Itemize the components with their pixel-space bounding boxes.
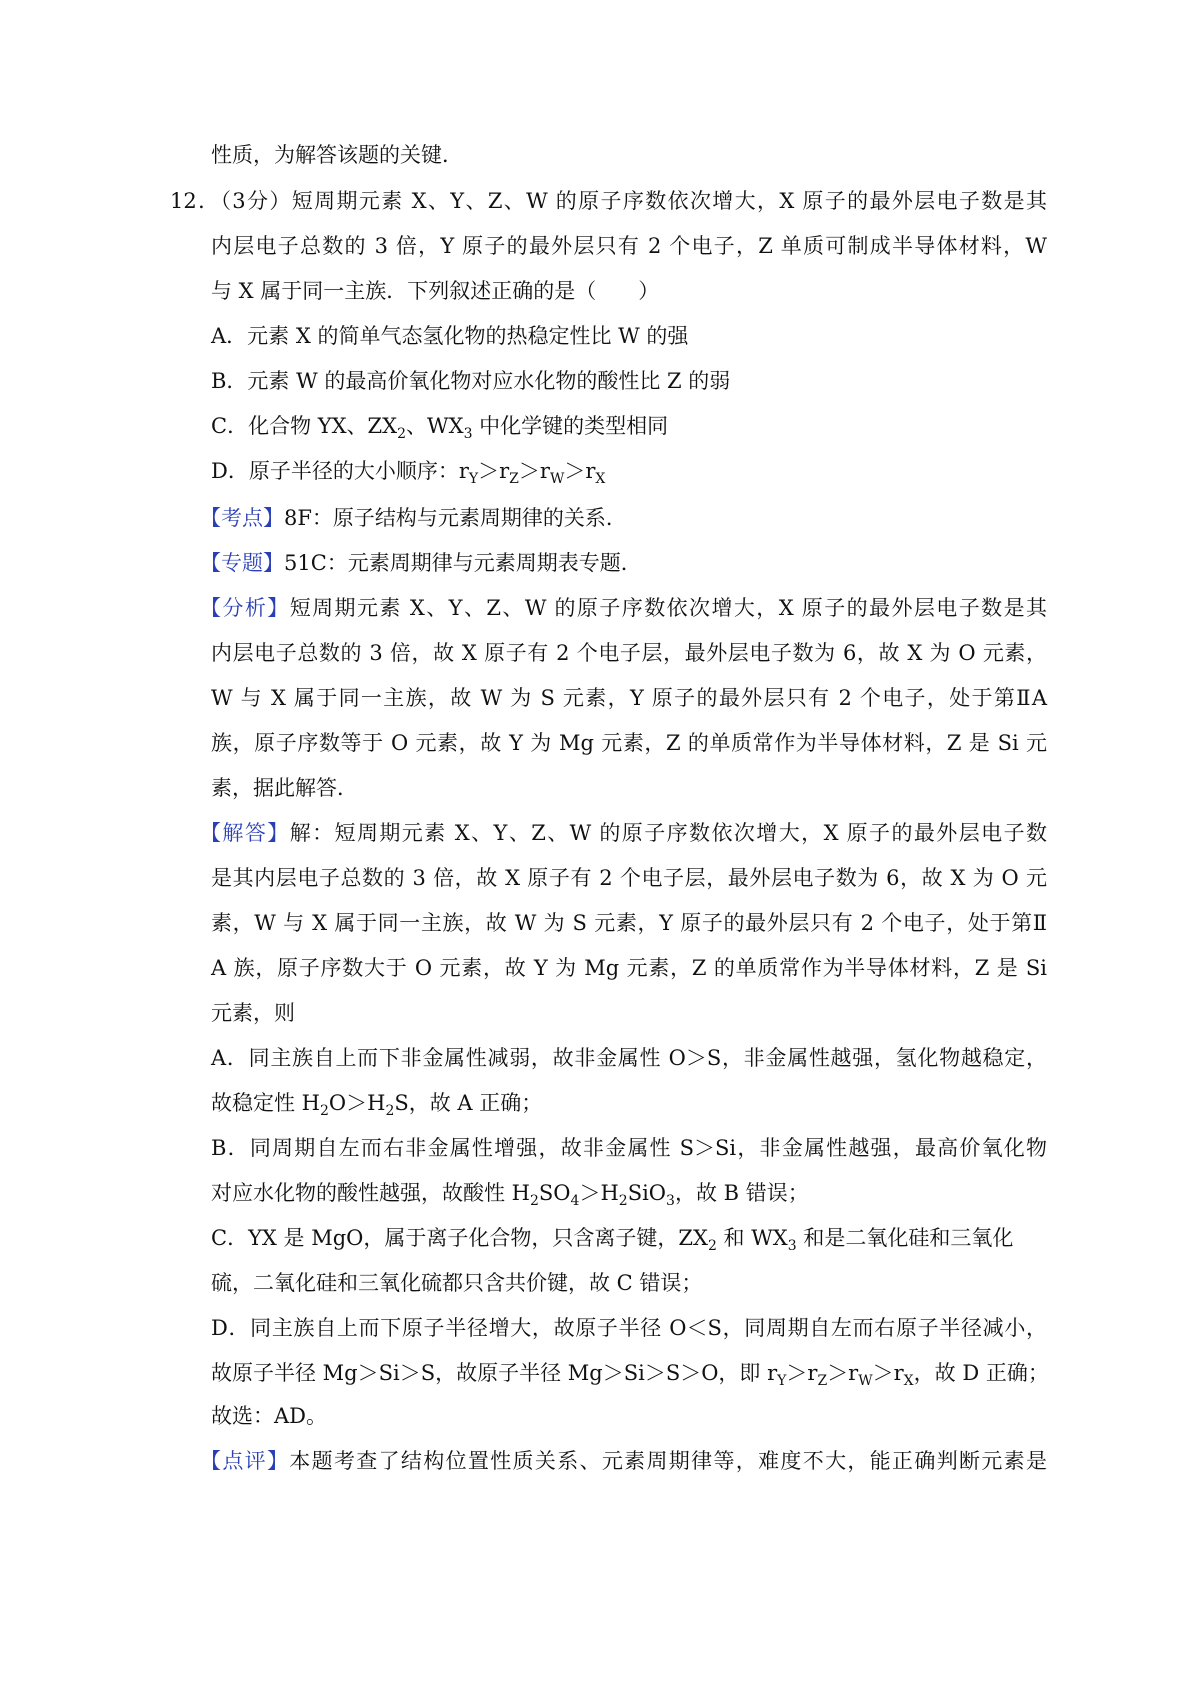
text: ＞r	[564, 459, 596, 483]
jieda-line-2: 是其内层电子总数的 3 倍，故 X 原子有 2 个电子层，最外层电子数为 6，故 X 为 O 元	[211, 866, 1047, 890]
jieda-c-line-2: 硫，二氧化硅和三氧化硫都只含共价键，故 C 错误；	[211, 1271, 703, 1295]
subscript: Y	[468, 471, 479, 487]
subscript: 3	[463, 426, 473, 442]
text: ，故 B 错误；	[674, 1181, 809, 1205]
fenxi-line-1	[200, 593, 1047, 623]
jieda-line-4: A 族，原子序数大于 O 元素，故 Y 为 Mg 元素，Z 的单质常作为半导体材料，Z 是 Si	[211, 956, 1047, 980]
dianping-text: 本题考查了结构位置性质关系、元素周期律等，难度不大，能正确判断元素是	[289, 1449, 1047, 1473]
zhuanti-line	[200, 548, 642, 578]
jieda-a-line-2	[211, 1088, 542, 1118]
kaodian-tag: 【考点】	[200, 506, 284, 530]
text: 故原子半径 Mg＞Si＞S，故原子半径 Mg＞Si＞S＞O，即 r	[211, 1361, 778, 1385]
subscript: 2	[530, 1193, 539, 1209]
fenxi-line-3: W 与 X 属于同一主族，故 W 为 S 元素，Y 原子的最外层只有 2 个电子，处于第ⅡA	[211, 686, 1047, 710]
text: 短周期元素 X、Y、Z、W 的原子序数依次增大，X 原子的最外层电子数是其	[289, 596, 1047, 620]
text: SiO	[627, 1181, 667, 1205]
subscript: X	[903, 1373, 914, 1389]
text: 解：短周期元素 X、Y、Z、W 的原子序数依次增大，X 原子的最外层电子数	[289, 821, 1047, 845]
subscript: X	[595, 471, 606, 487]
question-number: 12．（3分）	[170, 189, 292, 213]
text: 和 WX	[716, 1226, 788, 1250]
text: C．化合物 YX、ZX	[211, 414, 398, 438]
jieda-c-line-1	[211, 1223, 1013, 1253]
text: ＞r	[827, 1361, 859, 1385]
jieda-line-1	[200, 818, 1047, 848]
jieda-d-line-2	[211, 1358, 1049, 1388]
text: 对应水化物的酸性越强，故酸性 H	[211, 1181, 530, 1205]
subscript: 4	[570, 1193, 580, 1209]
subscript: 2	[707, 1238, 717, 1254]
jieda-line-5: 元素，则	[211, 1001, 295, 1025]
subscript: 2	[397, 426, 407, 442]
text: ＞r	[518, 459, 550, 483]
text: SO	[538, 1181, 571, 1205]
fenxi-line-5: 素，据此解答．	[211, 776, 358, 800]
text: ＞H	[579, 1181, 619, 1205]
subscript: Z	[509, 471, 519, 487]
jieda-a-line-1: A．同主族自上而下非金属性减弱，故非金属性 O＞S，非金属性越强，氢化物越稳定，	[211, 1046, 1047, 1070]
subscript: 3	[666, 1193, 675, 1209]
subscript: Y	[777, 1373, 787, 1389]
subscript: W	[549, 471, 565, 487]
subscript: 2	[320, 1103, 329, 1119]
option-a: A．元素 X 的简单气态氢化物的热稳定性比 W 的强	[211, 324, 689, 348]
option-b: B．元素 W 的最高价氧化物对应水化物的酸性比 Z 的弱	[211, 369, 731, 393]
subscript: Z	[817, 1373, 828, 1389]
text: ＞r	[872, 1361, 904, 1385]
question-stem-line-3: 与 X 属于同一主族．下列叙述正确的是（ ）	[211, 279, 660, 303]
text: D．原子半径的大小顺序：r	[211, 459, 469, 483]
option-d	[211, 456, 605, 486]
kaodian-text: 8F：原子结构与元素周期律的关系．	[284, 506, 627, 530]
text: 、WX	[406, 414, 464, 438]
stem-text: 短周期元素 X、Y、Z、W 的原子序数依次增大，X 原子的最外层电子数是其	[291, 189, 1047, 213]
text: 中化学键的类型相同	[472, 414, 669, 438]
text: 和是二氧化硅和三氧化	[796, 1226, 1014, 1250]
fenxi-line-4: 族，原子序数等于 O 元素，故 Y 为 Mg 元素，Z 的单质常作为半导体材料，Z 是 Si 元	[211, 731, 1047, 755]
jieda-tag: 【解答】	[200, 821, 290, 845]
jieda-line-3: 素，W 与 X 属于同一主族，故 W 为 S 元素，Y 原子的最外层只有 2 个电子，处于第Ⅱ	[211, 911, 1047, 935]
text: C．YX 是 MgO，属于离子化合物，只含离子键，ZX	[211, 1226, 708, 1250]
question-stem-line-2: 内层电子总数的 3 倍，Y 原子的最外层只有 2 个电子，Z 单质可制成半导体材料，W	[211, 234, 1047, 258]
text: ＞r	[786, 1361, 818, 1385]
dianping-tag: 【点评】	[200, 1449, 290, 1473]
jieda-b-line-2	[211, 1178, 809, 1208]
dianping-line	[200, 1446, 1047, 1476]
text: 故稳定性 H	[211, 1091, 320, 1115]
jieda-choice: 故选：AD。	[211, 1404, 328, 1428]
kaodian-line	[200, 503, 627, 533]
text: ＞r	[478, 459, 510, 483]
subscript: 3	[787, 1238, 797, 1254]
fenxi-tag: 【分析】	[200, 596, 290, 620]
option-c	[211, 411, 668, 441]
text: S，故 A 正确；	[394, 1091, 543, 1115]
jieda-d-line-1: D．同主族自上而下原子半径增大，故原子半径 O＜S，同周期自左而右原子半径减小，	[211, 1316, 1047, 1340]
zhuanti-text: 51C：元素周期律与元素周期表专题．	[284, 551, 642, 575]
subscript: W	[858, 1373, 873, 1389]
zhuanti-tag: 【专题】	[200, 551, 284, 575]
continuation-line: 性质，为解答该题的关键．	[211, 143, 463, 167]
text: O＞H	[328, 1091, 386, 1115]
fenxi-line-2: 内层电子总数的 3 倍，故 X 原子有 2 个电子层，最外层电子数为 6，故 X 为 O 元素，	[211, 641, 1047, 665]
jieda-b-line-1: B．同周期自左而右非金属性增强，故非金属性 S＞Si，非金属性越强，最高价氧化物	[211, 1136, 1047, 1160]
text: ，故 D 正确；	[913, 1361, 1049, 1385]
subscript: 2	[385, 1103, 395, 1119]
question-stem-line-1	[170, 186, 1047, 216]
subscript: 2	[618, 1193, 628, 1209]
